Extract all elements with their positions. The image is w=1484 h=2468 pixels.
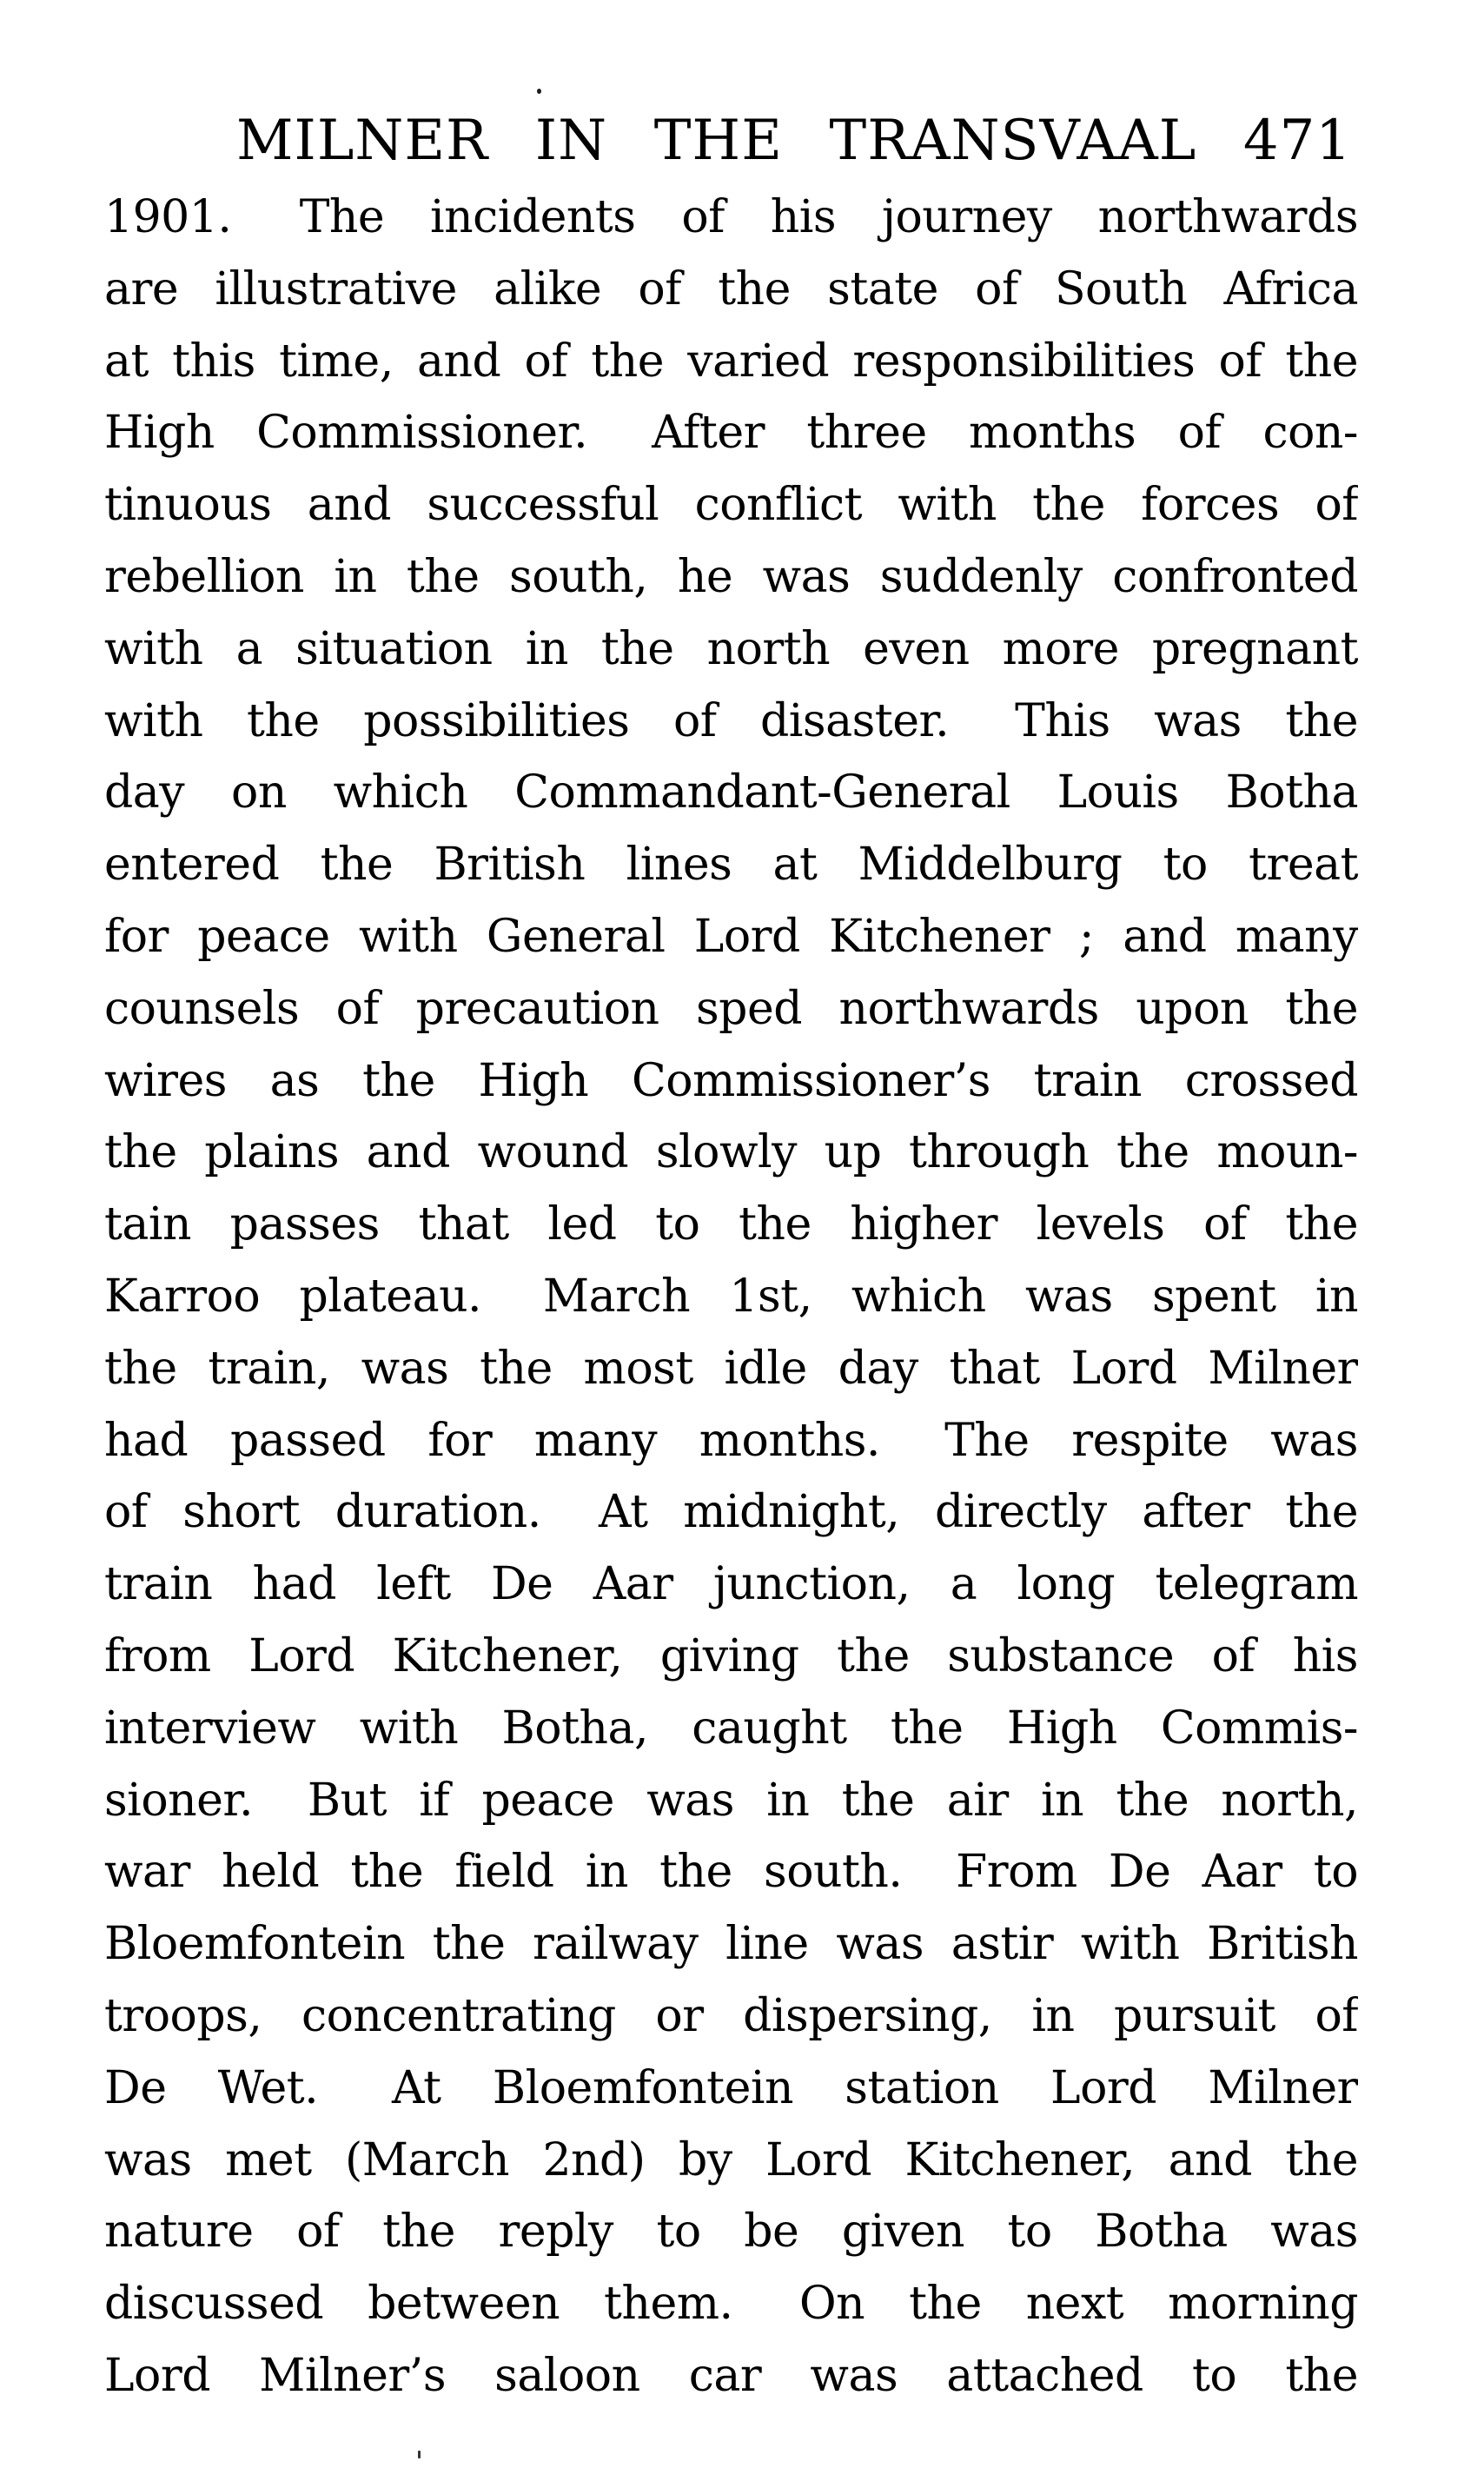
text-line: tinuous and successful conflict with the forces of: [104, 479, 1358, 532]
text-line: the train, was the most idle day that Lord Milner: [104, 1342, 1358, 1395]
body-text: [104, 182, 1358, 2412]
text-line: interview with Botha, caught the High Commis-: [104, 1702, 1358, 1755]
page-number: 471: [1242, 109, 1352, 173]
text-line: are illustrative alike of the state of South Africa: [104, 262, 1358, 315]
text-line: at this time, and of the varied responsibilities of the: [104, 335, 1358, 388]
text-line: sioner. But if peace was in the air in the north,: [104, 1774, 1358, 1827]
text-line: of short duration. At midnight, directly after the: [104, 1486, 1358, 1539]
scan-speck: [537, 89, 541, 94]
text-line: entered the British lines at Middelburg to treat: [104, 839, 1358, 892]
header-word: IN: [534, 109, 608, 173]
text-line: train had left De Aar junction, a long telegram: [104, 1558, 1358, 1611]
text-line: for peace with General Lord Kitchener ; and many: [104, 910, 1358, 963]
text-line: High Commissioner. After three months of con-: [104, 407, 1358, 460]
text-line: had passed for many months. The respite was: [104, 1414, 1358, 1467]
text-line: wires as the High Commissioner’s train crossed: [104, 1054, 1358, 1107]
text-line: Lord Milner’s saloon car was attached to the: [104, 2349, 1358, 2402]
header-word: MILNER: [236, 109, 489, 173]
text-line: the plains and wound slowly up through the moun-: [104, 1126, 1358, 1179]
page-header: [236, 108, 1352, 174]
text-line: rebellion in the south, he was suddenly confronted: [104, 550, 1358, 603]
text-line: war held the field in the south. From De Aar to: [104, 1846, 1358, 1899]
scan-speck: [418, 2451, 421, 2458]
text-line: was met (March 2nd) by Lord Kitchener, and the: [104, 2133, 1358, 2186]
text-line: with the possibilities of disaster. This was the: [104, 694, 1358, 747]
text-line: De Wet. At Bloemfontein station Lord Milner: [104, 2061, 1358, 2114]
text-line: Bloemfontein the railway line was astir with British: [104, 1918, 1358, 1971]
text-line: tain passes that led to the higher levels of the: [104, 1198, 1358, 1251]
text-line: day on which Commandant-General Louis Botha: [104, 766, 1358, 819]
text-line: Karroo plateau. March 1st, which was spent in: [104, 1270, 1358, 1323]
text-line: nature of the reply to be given to Botha was: [104, 2206, 1358, 2259]
text-line: with a situation in the north even more pregnant: [104, 622, 1358, 675]
header-word: TRANSVAAL: [829, 109, 1197, 173]
text-line: discussed between them. On the next morning: [104, 2278, 1358, 2331]
text-line: counsels of precaution sped northwards upon the: [104, 982, 1358, 1035]
text-line: 1901. The incidents of his journey northwards: [104, 191, 1358, 243]
text-line: from Lord Kitchener, giving the substance of his: [104, 1629, 1358, 1682]
text-line: troops, concentrating or dispersing, in pursuit of: [104, 1989, 1358, 2042]
header-word: THE: [653, 109, 783, 173]
